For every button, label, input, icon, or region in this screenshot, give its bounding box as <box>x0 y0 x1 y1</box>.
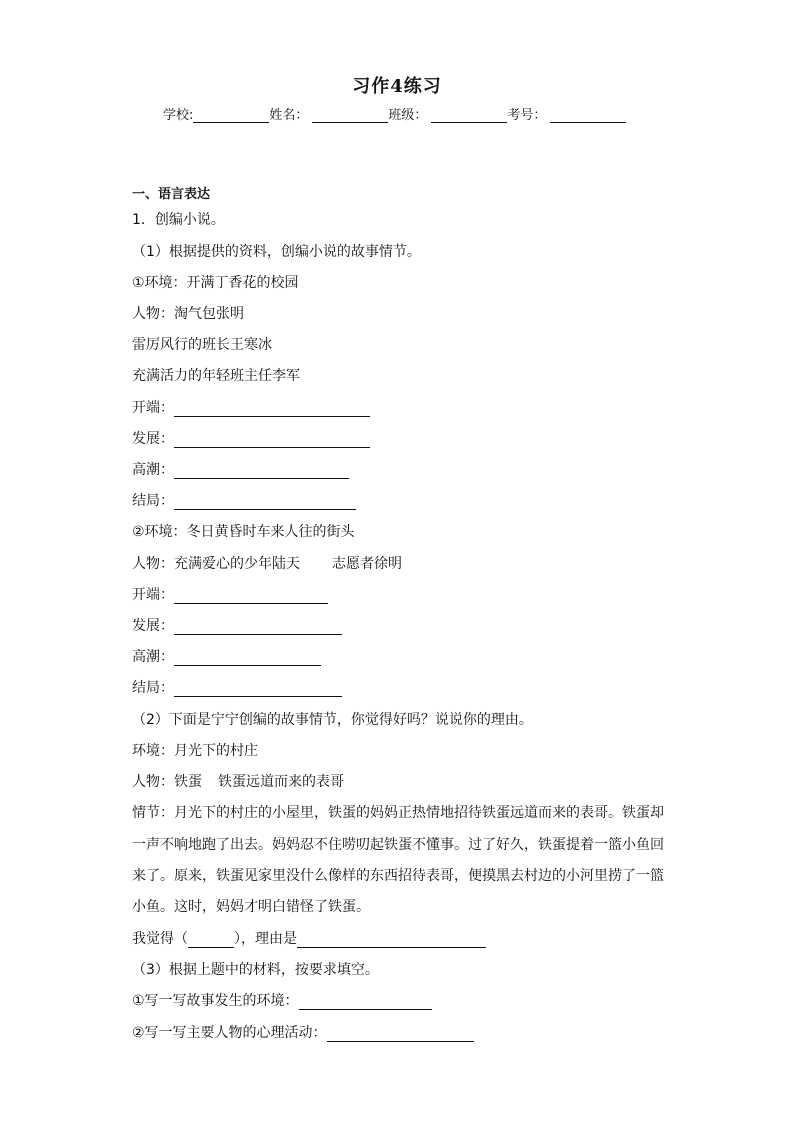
scene2-start-blank[interactable] <box>174 587 328 604</box>
scene2-climax-label: 高潮： <box>132 649 174 665</box>
number-label: 考号： <box>507 108 547 123</box>
part2-character-2: 铁蛋远道而来的表哥 <box>218 774 344 790</box>
scene1-character-2: 雷厉风行的班长王寒冰 <box>132 337 272 353</box>
scene2-characters-row <box>132 555 402 573</box>
scene2-ending-blank[interactable] <box>174 680 342 697</box>
plot-line-4: 小鱼。这时，妈妈才明白错怪了铁蛋。 <box>132 899 370 915</box>
section-heading: 一、语言表达 <box>132 187 211 202</box>
environment-blank[interactable] <box>299 993 432 1010</box>
scene1-climax-row <box>132 461 349 479</box>
plot-line-1: 情节：月光下的村庄的小屋里，铁蛋的妈妈正热情地招待铁蛋远道而来的表哥。铁蛋却 <box>132 805 664 821</box>
scene1-ending-label: 结局： <box>132 493 174 509</box>
opinion-blank[interactable] <box>188 931 234 948</box>
scene1-environment: ①环境：开满丁香花的校园 <box>132 275 299 291</box>
part3-item2-row <box>132 1024 474 1042</box>
scene1-ending-blank[interactable] <box>174 493 356 510</box>
scene1-start-blank[interactable] <box>174 400 370 417</box>
part3-prompt: （3）根据上题中的材料，按要求填空。 <box>132 962 379 978</box>
student-info-row <box>163 104 626 123</box>
plot-line-2: 一声不响地跑了出去。妈妈忍不住唠叨起铁蛋不懂事。过了好久，铁蛋提着一篮小鱼回 <box>132 837 664 853</box>
part2-character-1: 人物：铁蛋 <box>132 774 202 790</box>
scene2-character-2: 志愿者徐明 <box>332 556 402 572</box>
part2-answer-row <box>132 930 486 948</box>
class-label: 班级： <box>388 108 428 123</box>
part2-characters-row <box>132 773 344 791</box>
answer-reason-label: ），理由是 <box>234 931 297 947</box>
part2-environment: 环境：月光下的村庄 <box>132 743 258 759</box>
scene2-start-row <box>132 586 328 604</box>
scene2-climax-row <box>132 648 321 666</box>
scene2-character-1: 人物：充满爱心的少年陆天 <box>132 556 300 572</box>
part2-prompt: （2）下面是宁宁创编的故事情节，你觉得好吗？说说你的理由。 <box>132 712 533 728</box>
scene1-develop-blank[interactable] <box>174 431 370 448</box>
scene1-develop-row <box>132 430 370 448</box>
name-blank[interactable] <box>312 108 388 123</box>
scene2-develop-row <box>132 617 342 635</box>
scene1-start-label: 开端： <box>132 400 174 416</box>
part3-item2-label: ②写一写主要人物的心理活动： <box>132 1025 327 1041</box>
scene2-start-label: 开端： <box>132 587 174 603</box>
part3-item1-row <box>132 992 432 1010</box>
scene1-start-row <box>132 399 370 417</box>
class-blank[interactable] <box>431 108 507 123</box>
scene2-ending-label: 结局： <box>132 680 174 696</box>
scene1-climax-blank[interactable] <box>174 462 349 479</box>
psychology-blank[interactable] <box>327 1025 474 1042</box>
scene2-develop-blank[interactable] <box>174 618 342 635</box>
answer-opinion-label: 我觉得（ <box>132 931 188 947</box>
scene1-character-1: 人物：淘气包张明 <box>132 306 244 322</box>
reason-blank[interactable] <box>297 931 486 948</box>
scene1-develop-label: 发展： <box>132 431 174 447</box>
part1-prompt: （1）根据提供的资料，创编小说的故事情节。 <box>132 244 421 260</box>
scene2-ending-row <box>132 679 342 697</box>
page-title: 习作4练习 <box>352 76 442 97</box>
scene2-climax-blank[interactable] <box>174 649 321 666</box>
name-label: 姓名： <box>269 108 309 123</box>
scene1-character-3: 充满活力的年轻班主任李军 <box>132 368 300 384</box>
part3-item1-label: ①写一写故事发生的环境： <box>132 993 299 1009</box>
plot-line-3: 来了。原来，铁蛋见家里没什么像样的东西招待表哥，便摸黑去村边的小河里捞了一篮 <box>132 868 664 884</box>
school-blank[interactable] <box>193 108 269 123</box>
scene2-environment: ②环境：冬日黄昏时车来人往的街头 <box>132 524 355 540</box>
scene2-develop-label: 发展： <box>132 618 174 634</box>
scene1-ending-row <box>132 492 356 510</box>
school-label: 学校: <box>163 108 194 123</box>
scene1-climax-label: 高潮： <box>132 462 174 478</box>
number-blank[interactable] <box>550 108 626 123</box>
question-number: 1．创编小说。 <box>132 212 225 228</box>
